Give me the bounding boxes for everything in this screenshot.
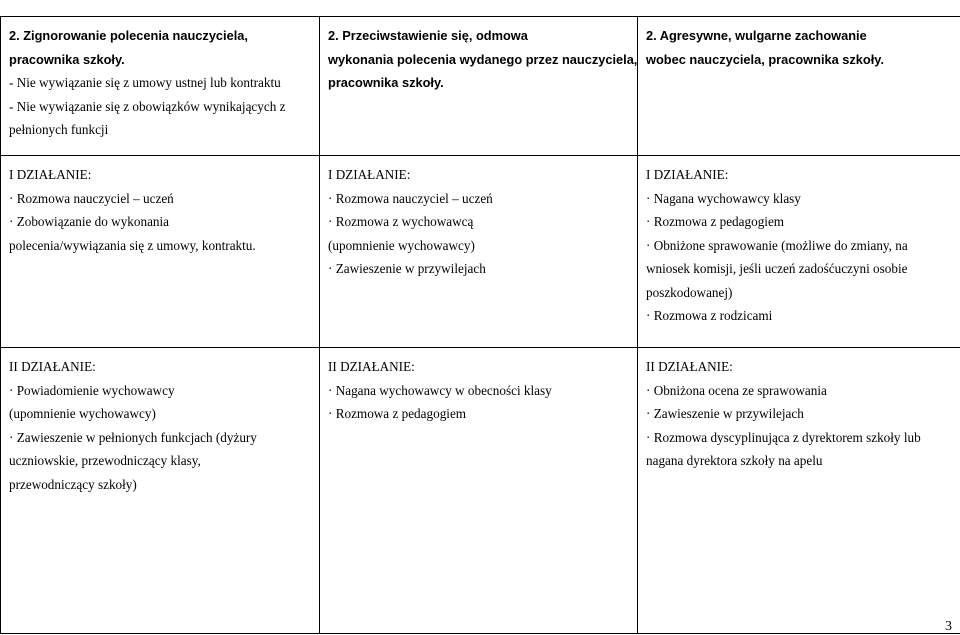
table-cell <box>638 17 960 156</box>
action-text-line: polecenia/wywiązania się z umowy, kontraktu. <box>9 237 256 253</box>
action-text-line: (upomnienie wychowawcy) <box>9 406 156 421</box>
action-text-line: II DZIAŁANIE: <box>9 359 96 374</box>
action-text-line: · Powiadomienie wychowawcy <box>9 382 175 398</box>
action-text-line: uczniowskie, przewodniczący klasy, <box>9 453 201 468</box>
offense-text-line: wobec nauczyciela, pracownika szkoły. <box>646 51 885 67</box>
action-text-line: - Nie wywiązanie się z obowiązków wynikających z <box>9 98 286 114</box>
action-text-line: · Rozmowa z pedagogiem <box>328 406 467 421</box>
action-text-line: · Rozmowa nauczyciel – uczeń <box>9 190 174 206</box>
action-text-line: poszkodowanej) <box>646 284 733 300</box>
action-text-line: - Nie wywiązanie się z umowy ustnej lub kontraktu <box>9 75 281 90</box>
action-text-line: · Rozmowa dyscyplinująca z dyrektorem szkoły lub <box>646 429 921 445</box>
action-text-line: · Zawieszenie w przywilejach <box>646 406 804 421</box>
offense-text-line: 2. Zignorowanie polecenia nauczyciela, <box>9 28 248 43</box>
action-text-line: nagana dyrektora szkoły na apelu <box>646 453 823 468</box>
action-text-line: · Zobowiązanie do wykonania <box>9 214 170 229</box>
action-text-line: (upomnienie wychowawcy) <box>328 237 475 253</box>
page-number: 3 <box>945 619 952 634</box>
table-cell <box>1 156 320 348</box>
action-text-line: II DZIAŁANIE: <box>646 359 733 374</box>
table-cell <box>1 17 320 156</box>
action-text-line: pełnionych funkcji <box>9 122 109 137</box>
action-text-line: · Rozmowa z pedagogiem <box>646 214 785 229</box>
table-cell <box>1 348 320 634</box>
table-row <box>1 17 960 156</box>
action-text-line: · Zawieszenie w pełnionych funkcjach (dyżury <box>9 429 257 445</box>
action-text-line: II DZIAŁANIE: <box>328 359 415 374</box>
table-cell <box>320 156 638 348</box>
offense-text-line: 2. Przeciwstawienie się, odmowa <box>328 28 528 43</box>
action-text-line: · Rozmowa z wychowawcą <box>328 214 474 229</box>
table-cell <box>638 156 960 348</box>
offense-text-line: pracownika szkoły. <box>328 75 444 90</box>
action-text-line: przewodniczący szkoły) <box>9 476 137 492</box>
offense-text-line: pracownika szkoły. <box>9 51 125 67</box>
behavior-actions-table <box>0 16 960 634</box>
table-row <box>1 156 960 348</box>
action-text-line: wniosek komisji, jeśli uczeń zadośćuczyni osobie <box>646 261 908 276</box>
action-text-line: · Obniżone sprawowanie (możliwe do zmiany, na <box>646 237 908 253</box>
action-text-line: I DZIAŁANIE: <box>646 167 729 182</box>
offense-text-line: 2. Agresywne, wulgarne zachowanie <box>646 28 867 43</box>
table-cell <box>320 17 638 156</box>
table-body <box>1 17 960 634</box>
action-text-line: · Zawieszenie w przywilejach <box>328 261 486 276</box>
action-text-line: · Obniżona ocena ze sprawowania <box>646 382 827 398</box>
table-cell <box>638 348 960 634</box>
action-text-line: I DZIAŁANIE: <box>9 167 92 182</box>
table-cell <box>320 348 638 634</box>
action-text-line: I DZIAŁANIE: <box>328 167 411 182</box>
action-text-line: · Nagana wychowawcy w obecności klasy <box>328 382 552 398</box>
offense-text-line: wykonania polecenia wydanego przez nauczyciela, <box>328 51 638 67</box>
action-text-line: · Nagana wychowawcy klasy <box>646 190 801 206</box>
action-text-line: · Rozmowa z rodzicami <box>646 308 773 323</box>
action-text-line: · Rozmowa nauczyciel – uczeń <box>328 190 493 206</box>
table-row <box>1 348 960 634</box>
